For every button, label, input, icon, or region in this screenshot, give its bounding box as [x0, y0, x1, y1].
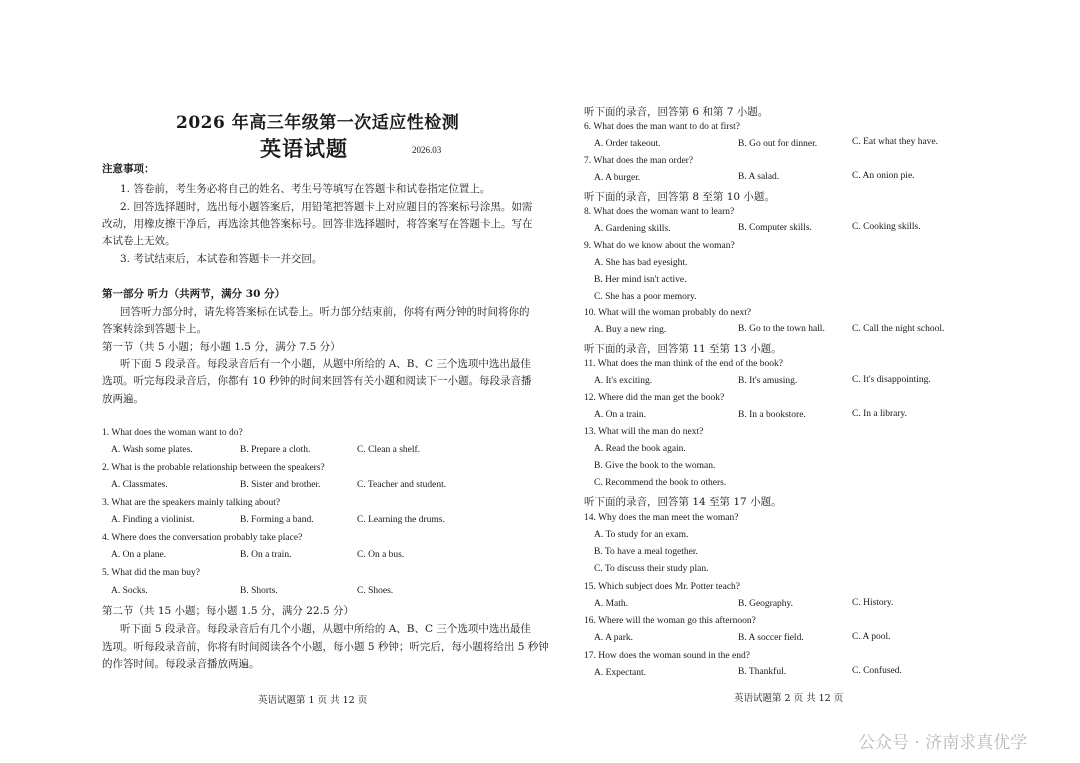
question-stem: 7. What does the man order?: [584, 156, 694, 166]
option-c: C. It's disappointing.: [852, 375, 931, 385]
listening-instruction: 听下面的录音，回答第 11 至第 13 小题。: [584, 343, 782, 355]
question-stem: 1. What does the woman want to do?: [102, 428, 243, 438]
option-b: B. Go out for dinner.: [738, 139, 818, 149]
option-c: C. She has a poor memory.: [594, 292, 697, 302]
option-b: B. Prepare a cloth.: [240, 445, 311, 455]
listening-instruction: 听下面的录音，回答第 14 至第 17 小题。: [584, 496, 782, 508]
listening-instruction: 听下面的录音，回答第 8 至第 10 小题。: [584, 191, 775, 203]
question-stem: 16. Where will the woman go this afternoon?: [584, 616, 756, 626]
question-stem: 5. What did the man buy?: [102, 568, 200, 578]
page-footer: 英语试题第 1 页 共 12 页: [258, 695, 368, 706]
option-c: C. Confused.: [852, 666, 902, 676]
option-b: B. Geography.: [738, 599, 794, 609]
option-b: B. Go to the town hall.: [738, 324, 825, 334]
part-intro: 回答听力部分时，请先将答案标在试卷上。听力部分结束前，你将有两分钟的时间将你的: [120, 306, 530, 318]
page-footer: 英语试题第 2 页 共 12 页: [734, 693, 844, 704]
option-a: A. Read the book again.: [594, 444, 686, 454]
option-c: C. To discuss their study plan.: [594, 564, 709, 574]
question-stem: 11. What does the man think of the end of the book?: [584, 359, 783, 369]
option-b: B. In a bookstore.: [738, 410, 806, 420]
option-c: C. Recommend the book to others.: [594, 478, 727, 488]
option-c: C. Learning the drums.: [357, 515, 445, 525]
section-intro: 选项。听每段录音前，你将有时间阅读各个小题，每小题 5 秒钟；听完后，每小题将给出 5 秒钟: [102, 641, 549, 653]
question-stem: 3. What are the speakers mainly talking about?: [102, 498, 281, 508]
option-c: C. Teacher and student.: [357, 480, 447, 490]
option-a: A. A burger.: [594, 173, 641, 183]
question-stem: 10. What will the woman probably do next?: [584, 308, 752, 318]
option-a: A. To study for an exam.: [594, 530, 689, 540]
question-stem: 13. What will the man do next?: [584, 427, 704, 437]
option-b: B. On a train.: [240, 550, 292, 560]
option-a: A. Buy a new ring.: [594, 325, 667, 335]
option-c: C. On a bus.: [357, 550, 405, 560]
option-a: A. Math.: [594, 599, 629, 609]
option-b: B. Sister and brother.: [240, 480, 321, 490]
question-stem: 12. Where did the man get the book?: [584, 393, 725, 403]
question-stem: 8. What does the woman want to learn?: [584, 207, 735, 217]
notice-item: 1. 答卷前，考生务必将自己的姓名、考生号等填写在答题卡和试卷指定位置上。: [120, 183, 491, 195]
question-stem: 6. What does the man want to do at first?: [584, 122, 741, 132]
option-b: B. Her mind isn't active.: [594, 275, 687, 285]
option-b: B. A salad.: [738, 172, 780, 182]
option-c: C. Clean a shelf.: [357, 445, 421, 455]
watermark-text: 公众号 · 济南求真优学: [858, 733, 1028, 753]
option-c: C. Call the night school.: [852, 324, 945, 334]
option-c: C. Eat what they have.: [852, 137, 939, 147]
exam-title: 2026 年高三年级第一次适应性检测: [176, 113, 460, 133]
notice-item: 2. 回答选择题时，选出每小题答案后，用铅笔把答题卡上对应题目的答案标号涂黑。如需: [120, 201, 533, 213]
option-c: C. An onion pie.: [852, 171, 915, 181]
option-a: A. On a plane.: [111, 550, 167, 560]
option-a: A. It's exciting.: [594, 376, 653, 386]
option-b: B. Give the book to the woman.: [594, 461, 716, 471]
option-b: B. A soccer field.: [738, 633, 804, 643]
option-a: A. On a train.: [594, 410, 646, 420]
option-c: C. A pool.: [852, 632, 891, 642]
option-a: A. A park.: [594, 633, 634, 643]
notice-item: 本试卷上无效。: [102, 235, 176, 247]
option-b: B. It's amusing.: [738, 376, 798, 386]
section-heading: 第二节（共 15 小题；每小题 1.5 分，满分 22.5 分）: [102, 605, 354, 617]
option-b: B. Computer skills.: [738, 223, 812, 233]
option-b: B. Shorts.: [240, 586, 278, 596]
option-b: B. To have a meal together.: [594, 547, 698, 557]
section-heading: 第一节（共 5 小题；每小题 1.5 分，满分 7.5 分）: [102, 341, 341, 353]
exam-subject-title: 英语试题: [260, 136, 348, 161]
section-intro: 的作答时间。每段录音播放两遍。: [102, 658, 260, 670]
notice-item: 3. 考试结束后，本试卷和答题卡一并交回。: [120, 253, 323, 265]
question-stem: 15. Which subject does Mr. Potter teach?: [584, 582, 741, 592]
question-stem: 14. Why does the man meet the woman?: [584, 513, 739, 523]
option-c: C. In a library.: [852, 409, 908, 419]
option-c: C. Cooking skills.: [852, 222, 921, 232]
section-intro: 选项。听完每段录音后，你都有 10 秒钟的时间来回答有关小题和阅读下一小题。每段录音播: [102, 375, 532, 387]
option-c: C. Shoes.: [357, 586, 394, 596]
section-intro: 听下面 5 段录音。每段录音后有几个小题，从题中所给的 A、B、C 三个选项中选出最佳: [120, 623, 531, 635]
option-b: B. Forming a band.: [240, 515, 314, 525]
option-a: A. Gardening skills.: [594, 224, 671, 234]
section-intro: 放两遍。: [102, 393, 144, 405]
option-a: A. Classmates.: [111, 480, 168, 490]
part-intro: 答案转涂到答题卡上。: [102, 323, 207, 335]
question-stem: 4. Where does the conversation probably take place?: [102, 533, 303, 543]
section-intro: 听下面 5 段录音。每段录音后有一个小题，从题中所给的 A、B、C 三个选项中选出最佳: [120, 358, 531, 370]
option-a: A. Expectant.: [594, 668, 646, 678]
part-heading: 第一部分 听力（共两节，满分 30 分）: [102, 288, 286, 300]
option-a: A. Order takeout.: [594, 139, 661, 149]
question-stem: 2. What is the probable relationship between the speakers?: [102, 463, 325, 473]
question-stem: 9. What do we know about the woman?: [584, 241, 735, 251]
question-stem: 17. How does the woman sound in the end?: [584, 651, 750, 661]
option-a: A. Wash some plates.: [111, 445, 193, 455]
notice-heading: 注意事项：: [102, 163, 155, 175]
option-c: C. History.: [852, 598, 894, 608]
notice-item: 改动，用橡皮擦干净后，再选涂其他答案标号。回答非选择题时，将答案写在答题卡上。写在: [102, 218, 533, 230]
option-b: B. Thankful.: [738, 667, 787, 677]
option-a: A. Socks.: [111, 586, 148, 596]
option-a: A. She has bad eyesight.: [594, 258, 688, 268]
listening-instruction: 听下面的录音，回答第 6 和第 7 小题。: [584, 106, 769, 118]
exam-date: 2026.03: [412, 145, 442, 155]
option-a: A. Finding a violinist.: [111, 515, 195, 525]
